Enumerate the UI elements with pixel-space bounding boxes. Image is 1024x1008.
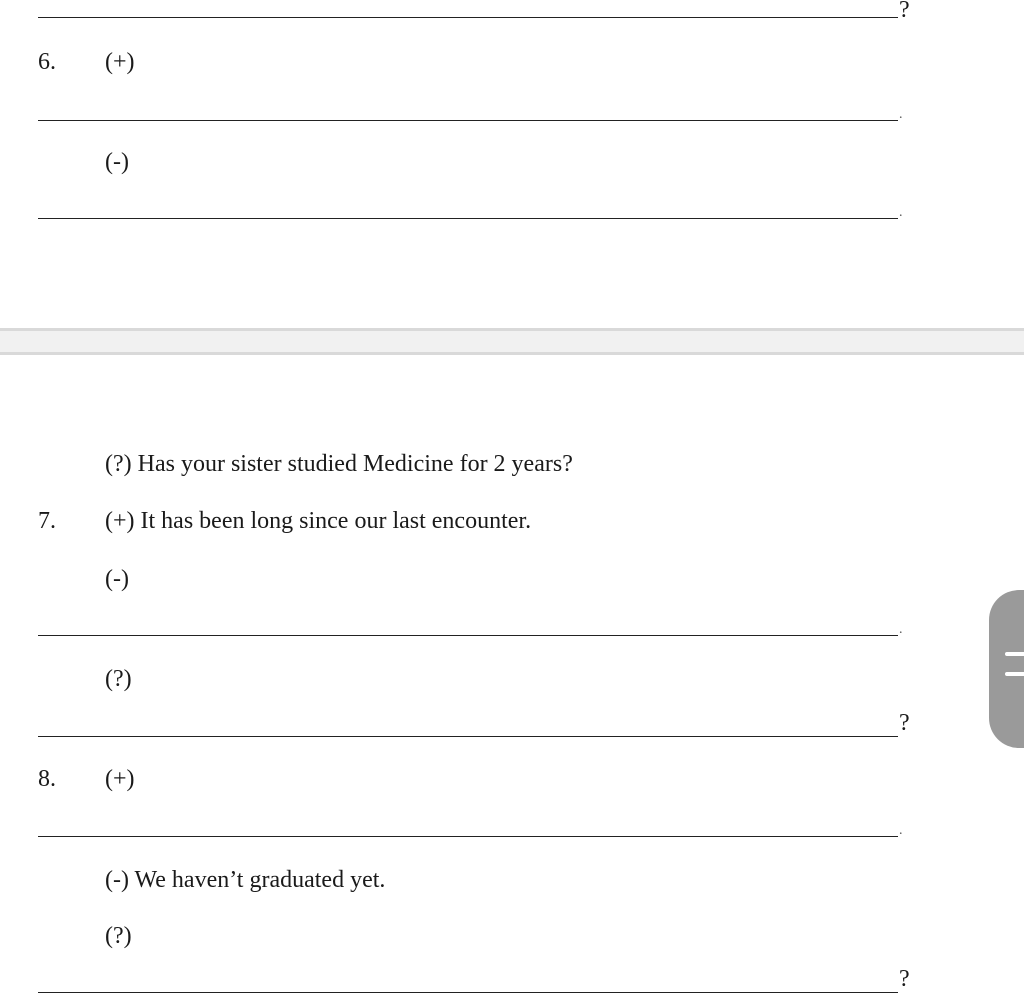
answer-line [38,120,898,121]
answer-line [38,736,898,737]
grip-line-icon [1005,652,1024,656]
grip-line-icon [1005,672,1024,676]
answer-line [38,635,898,636]
positive-label: (+) [105,49,135,75]
line-end-period: . [899,107,903,122]
answer-line [38,218,898,219]
question-number-7: 7. [38,508,56,534]
line-end-question-mark: ? [899,710,910,736]
side-panel-handle[interactable] [989,590,1024,748]
line-end-period: . [899,205,903,220]
line-end-question-mark: ? [899,966,910,992]
positive-sentence: (+) It has been long since our last encounter. [105,508,532,534]
question-number-6: 6. [38,49,56,75]
document-page-top [0,0,1024,328]
page-separator [0,328,1024,355]
answer-line [38,836,898,837]
line-end-period: . [899,823,903,838]
question-text: (?) Has your sister studied Medicine for 2 years? [105,451,573,477]
question-number-8: 8. [38,766,56,792]
question-label: (?) [105,923,132,949]
question-label: (?) [105,666,132,692]
answer-line [38,992,898,993]
negative-label: (-) [105,149,129,175]
negative-label: (-) [105,566,129,592]
answer-line [38,17,898,18]
positive-label: (+) [105,766,135,792]
document-page-bottom [0,355,1024,1008]
line-end-question-mark: ? [899,0,910,23]
line-end-period: . [899,622,903,637]
negative-sentence: (-) We haven’t graduated yet. [105,867,386,893]
